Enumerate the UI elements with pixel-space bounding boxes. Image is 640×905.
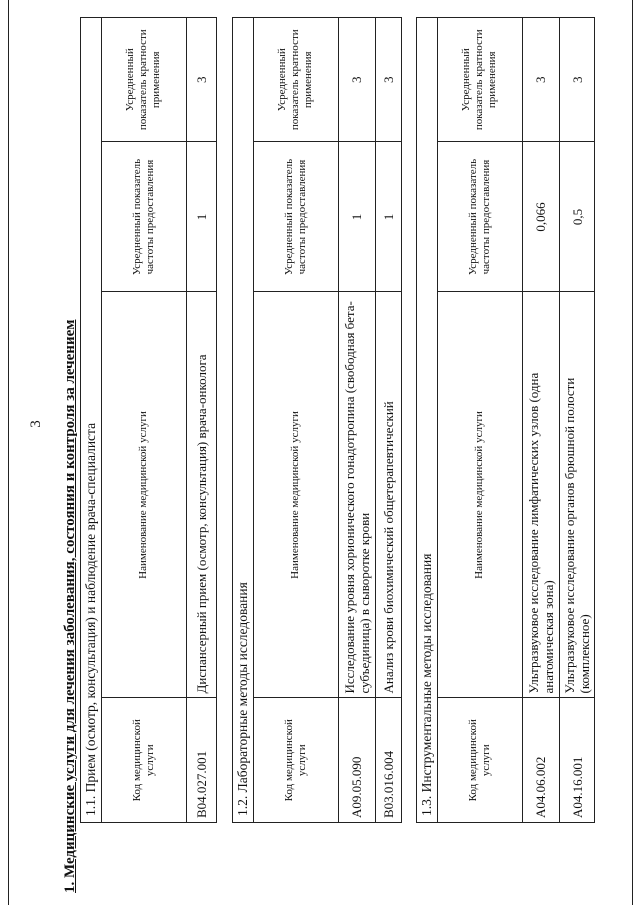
service-frequency: 0,5 [559, 142, 595, 292]
service-frequency: 1 [338, 142, 375, 292]
header-multiplicity: Усредненный показатель кратности применения [102, 18, 186, 142]
scan-edge-top [8, 0, 9, 905]
service-frequency: 1 [375, 142, 402, 292]
service-name: Ультразвуковое исследование органов брюшной полости (комплексное) [559, 292, 595, 698]
service-multiplicity: 3 [186, 18, 217, 142]
service-name: Исследование уровня хорионического гонадотропина (свободная бета-субъединица) в сыворотке крови [338, 292, 375, 698]
page-number: 3 [28, 420, 44, 428]
section-1-2-block [232, 17, 402, 823]
section-1-1-block [80, 17, 217, 823]
service-code: B04.027.001 [186, 698, 217, 822]
service-name: Ультразвуковое исследование лимфатических узлов (одна анатомическая зона) [522, 292, 559, 698]
header-code: Код медицинской услуги [102, 698, 186, 822]
header-multiplicity: Усредненный показатель кратности применения [254, 18, 338, 142]
section-title: 1.2. Лабораторные методы исследования [233, 18, 254, 822]
table-header-row [102, 18, 186, 822]
service-code: B03.016.004 [375, 698, 402, 822]
service-name: Диспансерный прием (осмотр, консультация) врача-онколога [186, 292, 217, 698]
header-name: Наименование медицинской услуги [438, 292, 522, 698]
header-code: Код медицинской услуги [438, 698, 522, 822]
header-name: Наименование медицинской услуги [102, 292, 186, 698]
service-multiplicity: 3 [559, 18, 595, 142]
services-table [254, 18, 402, 822]
service-name: Анализ крови биохимический общетерапевтический [375, 292, 402, 698]
scan-edge-bottom [632, 0, 633, 905]
service-multiplicity: 3 [338, 18, 375, 142]
service-frequency: 0,066 [522, 142, 559, 292]
header-name: Наименование медицинской услуги [254, 292, 338, 698]
table-header-row [438, 18, 522, 822]
service-multiplicity: 3 [375, 18, 402, 142]
services-table [438, 18, 595, 822]
table-row [522, 18, 559, 822]
section-heading: 1. Медицинские услуги для лечения заболевания, состояния и контроля за лечением [62, 319, 78, 893]
services-table [102, 18, 217, 822]
service-code: A09.05.090 [338, 698, 375, 822]
header-frequency: Усредненный показатель частоты предоставления [438, 142, 522, 292]
table-header-row [254, 18, 338, 822]
header-frequency: Усредненный показатель частоты предоставления [254, 142, 338, 292]
header-multiplicity: Усредненный показатель кратности применения [438, 18, 522, 142]
header-code: Код медицинской услуги [254, 698, 338, 822]
table-row [559, 18, 595, 822]
table-row [186, 18, 217, 822]
service-code: A04.16.001 [559, 698, 595, 822]
section-title: 1.1. Прием (осмотр, консультация) и наблюдение врача-специалиста [81, 18, 102, 822]
table-row [375, 18, 402, 822]
section-title: 1.3. Инструментальные методы исследования [417, 18, 438, 822]
table-row [338, 18, 375, 822]
service-frequency: 1 [186, 142, 217, 292]
header-frequency: Усредненный показатель частоты предоставления [102, 142, 186, 292]
service-multiplicity: 3 [522, 18, 559, 142]
section-1-3-block [416, 17, 595, 823]
service-code: A04.06.002 [522, 698, 559, 822]
